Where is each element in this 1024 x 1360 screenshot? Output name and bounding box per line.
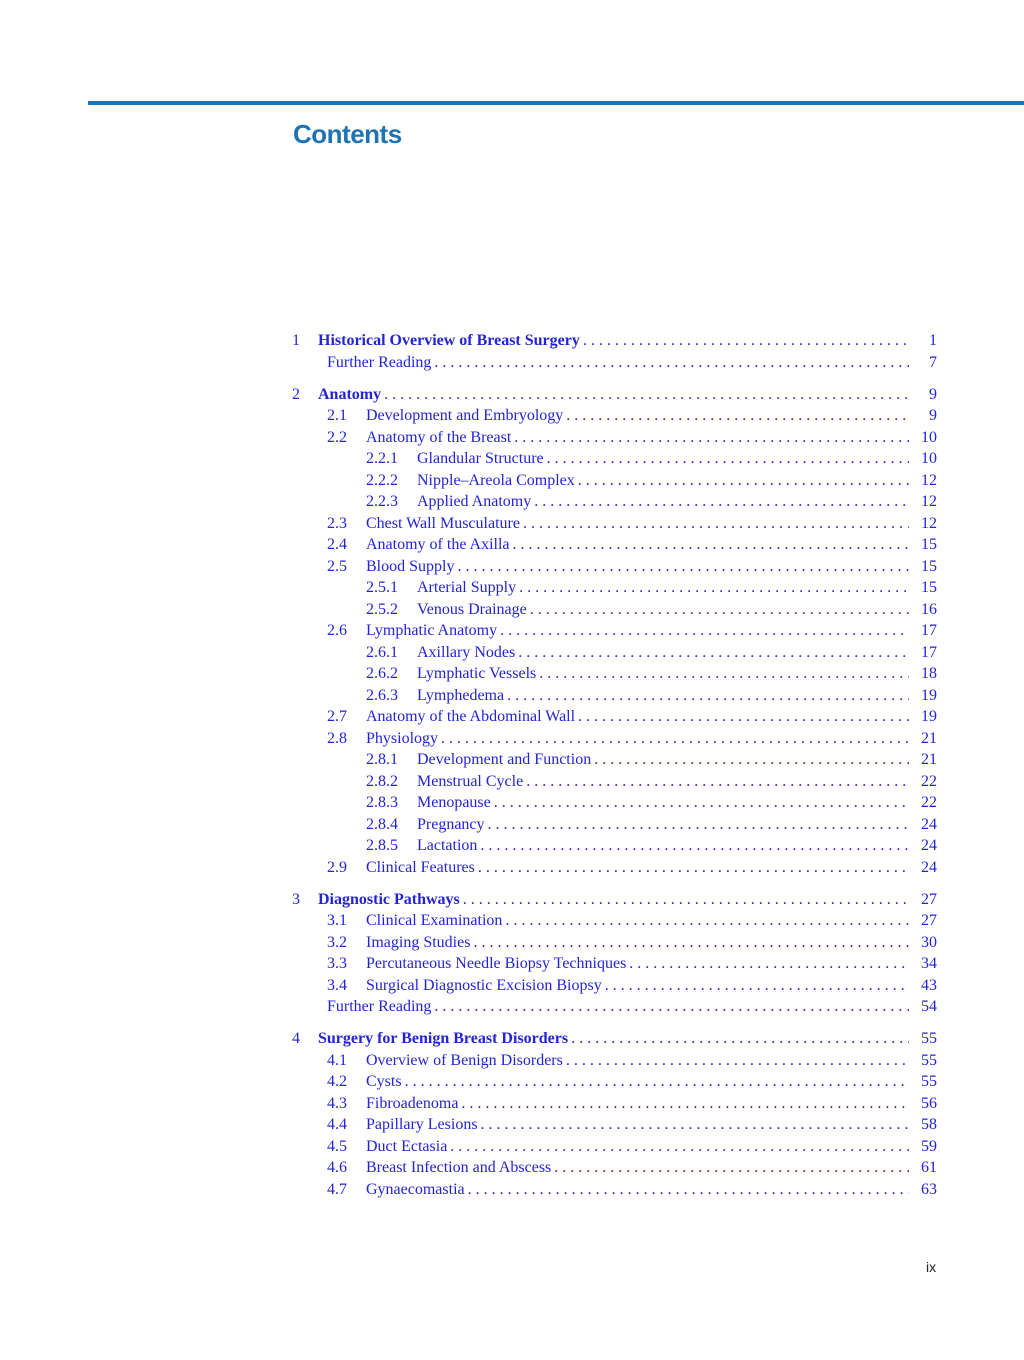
dot-leader — [571, 1028, 909, 1050]
toc-entry-number: 2.2.3 — [366, 493, 398, 510]
toc-entry-title: Duct Ectasia — [366, 1137, 448, 1155]
dot-leader — [500, 620, 909, 642]
toc-entry-page: 1 — [929, 332, 937, 349]
toc-entry-page: 12 — [921, 471, 937, 489]
toc-entry-number: 2.8.4 — [366, 815, 398, 833]
dot-leader — [530, 599, 909, 621]
toc-entry-number: 4.5 — [327, 1137, 347, 1155]
toc-entry[interactable] — [292, 599, 937, 621]
toc-entry-page: 9 — [929, 407, 937, 424]
toc-entry-page: 55 — [921, 1073, 937, 1090]
page-number: ix — [926, 1259, 937, 1275]
toc-entry[interactable] — [292, 953, 937, 975]
toc-entry-number: 1 — [292, 332, 300, 349]
toc-entry-number: 2.9 — [327, 858, 347, 876]
toc-entry-number: 2.2.1 — [366, 450, 398, 467]
toc-entry[interactable] — [292, 491, 937, 513]
dot-leader — [457, 556, 909, 578]
toc-entry[interactable] — [292, 857, 937, 879]
toc-entry[interactable] — [292, 330, 937, 352]
toc-entry-title: Anatomy — [318, 385, 382, 403]
toc-entry[interactable] — [292, 685, 937, 707]
toc-entry-page: 19 — [921, 686, 937, 704]
toc-entry[interactable] — [292, 749, 937, 771]
toc-entry-number: 2.6.1 — [366, 643, 398, 661]
dot-leader — [629, 953, 909, 975]
toc-entry-number: 2.3 — [327, 514, 347, 532]
toc-entry[interactable] — [292, 728, 937, 750]
toc-entry-number: 4.7 — [327, 1180, 347, 1198]
toc-entry[interactable] — [292, 448, 937, 470]
toc-entry[interactable] — [292, 814, 937, 836]
toc-entry-page: 24 — [921, 837, 937, 854]
toc-entry[interactable] — [292, 889, 937, 911]
toc-entry[interactable] — [292, 577, 937, 599]
toc-entry[interactable] — [292, 975, 937, 997]
toc-entry-page: 7 — [929, 353, 937, 371]
dot-leader — [468, 1179, 909, 1201]
dot-leader — [514, 427, 909, 449]
toc-entry-number: 3.4 — [327, 976, 347, 994]
dot-leader — [518, 642, 909, 664]
toc-entry-title: Physiology — [366, 729, 439, 747]
toc-entry-page: 12 — [921, 493, 937, 510]
toc-entry-number: 2.8.5 — [366, 837, 398, 854]
toc-entry[interactable] — [292, 996, 937, 1018]
dot-leader — [539, 663, 909, 685]
dot-leader — [450, 1136, 909, 1158]
toc-entry-number: 2.8.2 — [366, 772, 398, 790]
toc-entry-title: Nipple–Areola Complex — [417, 471, 575, 489]
toc-entry-number: 2.5 — [327, 557, 347, 575]
toc-entry[interactable] — [292, 706, 937, 728]
toc-entry-title: Breast Infection and Abscess — [366, 1159, 552, 1176]
toc-entry-title: Lymphedema — [417, 686, 505, 704]
dot-leader — [513, 534, 909, 556]
toc-entry-number: 2.7 — [327, 708, 347, 725]
toc-entry-page: 15 — [921, 557, 937, 575]
toc-entry-page: 15 — [921, 536, 937, 553]
toc-entry-title: Lactation — [417, 837, 478, 854]
toc-entry-title: Further Reading — [327, 998, 432, 1015]
dot-leader — [434, 352, 909, 374]
toc-entry-page: 10 — [921, 428, 937, 446]
toc-entry-title: Lymphatic Vessels — [417, 665, 537, 682]
toc-entry-page: 16 — [921, 600, 937, 618]
toc-entry-title: Cysts — [366, 1073, 402, 1090]
toc-entry-page: 54 — [921, 998, 937, 1015]
dot-leader — [473, 932, 909, 954]
toc-entry-number: 2.4 — [327, 536, 347, 553]
toc-entry[interactable] — [292, 1028, 937, 1050]
toc-entry[interactable] — [292, 1093, 937, 1115]
toc-entry-page: 27 — [921, 912, 937, 929]
header-rule — [88, 101, 1024, 105]
toc-entry-title: Percutaneous Needle Biopsy Techniques — [366, 955, 627, 972]
toc-entry-number: 2.8.1 — [366, 751, 398, 768]
dot-leader — [547, 448, 909, 470]
toc-entry-title: Anatomy of the Axilla — [366, 536, 510, 553]
toc-entry-page: 21 — [921, 751, 937, 768]
toc-entry-number: 2.6 — [327, 622, 347, 639]
dot-leader — [566, 405, 909, 427]
toc-entry-title: Further Reading — [327, 353, 432, 371]
dot-leader — [566, 1050, 909, 1072]
dot-leader — [523, 513, 909, 535]
dot-leader — [405, 1071, 909, 1093]
toc-entry-title: Blood Supply — [366, 557, 455, 575]
dot-leader — [478, 857, 909, 879]
toc-entry-page: 27 — [921, 890, 937, 908]
toc-entry-page: 9 — [929, 385, 937, 403]
toc-entry[interactable] — [292, 1157, 937, 1179]
dot-leader — [461, 1093, 909, 1115]
toc-entry-title: Fibroadenoma — [366, 1094, 459, 1112]
dot-leader — [434, 996, 909, 1018]
dot-leader — [526, 771, 909, 793]
toc-entry-number: 3 — [292, 890, 300, 908]
toc-entry-number: 3.3 — [327, 955, 347, 972]
dot-leader — [441, 728, 909, 750]
toc-entry[interactable] — [292, 771, 937, 793]
toc-entry-page: 58 — [921, 1116, 937, 1133]
toc-entry-number: 4.1 — [327, 1051, 347, 1069]
dot-leader — [494, 792, 909, 814]
toc-entry[interactable] — [292, 1071, 937, 1093]
toc-entry-page: 22 — [921, 794, 937, 811]
toc-entry-number: 2.2.2 — [366, 471, 398, 489]
toc-entry-title: Gynaecomastia — [366, 1180, 465, 1198]
toc-entry-title: Development and Embryology — [366, 407, 564, 424]
toc-entry-page: 63 — [921, 1180, 937, 1198]
toc-entry-title: Historical Overview of Breast Surgery — [318, 332, 580, 349]
dot-leader — [594, 749, 909, 771]
dot-leader — [578, 706, 909, 728]
toc-entry[interactable] — [292, 792, 937, 814]
toc-entry-title: Papillary Lesions — [366, 1116, 478, 1133]
toc-entry-title: Arterial Supply — [417, 579, 517, 596]
toc-entry-page: 18 — [921, 665, 937, 682]
toc-entry-number: 2.5.1 — [366, 579, 398, 596]
dot-leader — [534, 491, 909, 513]
toc-entry-number: 2 — [292, 385, 300, 403]
toc-entry[interactable] — [292, 534, 937, 556]
toc-entry-page: 21 — [921, 729, 937, 747]
dot-leader — [605, 975, 909, 997]
toc-entry-number: 3.1 — [327, 912, 347, 929]
dot-leader — [488, 814, 909, 836]
dot-leader — [480, 835, 909, 857]
toc-entry-title: Surgical Diagnostic Excision Biopsy — [366, 976, 602, 994]
toc-entry-title: Pregnancy — [417, 815, 485, 833]
toc-entry-page: 59 — [921, 1137, 937, 1155]
toc-entry-title: Diagnostic Pathways — [318, 890, 460, 908]
toc-entry[interactable] — [292, 1050, 937, 1072]
toc-entry-number: 4.3 — [327, 1094, 347, 1112]
toc-entry-page: 43 — [921, 976, 937, 994]
toc-entry-number: 2.2 — [327, 428, 347, 446]
toc-entry-title: Applied Anatomy — [417, 493, 532, 510]
toc-entry-number: 4.2 — [327, 1073, 347, 1090]
toc-entry[interactable] — [292, 620, 937, 642]
toc-entry-title: Anatomy of the Abdominal Wall — [366, 708, 576, 725]
toc-entry-number: 2.8.3 — [366, 794, 398, 811]
toc-entry[interactable] — [292, 427, 937, 449]
dot-leader — [463, 889, 909, 911]
toc-entry-page: 24 — [921, 815, 937, 833]
toc-entry-page: 30 — [921, 933, 937, 951]
toc-entry[interactable] — [292, 556, 937, 578]
toc-entry-number: 2.8 — [327, 729, 347, 747]
toc-entry-title: Overview of Benign Disorders — [366, 1051, 563, 1069]
toc-entry-title: Axillary Nodes — [417, 643, 516, 661]
toc-entry-title: Lymphatic Anatomy — [366, 622, 498, 639]
toc-entry[interactable] — [292, 470, 937, 492]
toc-entry-page: 19 — [921, 708, 937, 725]
toc-entry[interactable] — [292, 910, 937, 932]
toc-entry-page: 56 — [921, 1094, 937, 1112]
toc-entry-number: 2.6.2 — [366, 665, 398, 682]
dot-leader — [554, 1157, 909, 1179]
toc-entry-page: 61 — [921, 1159, 937, 1176]
toc-entry-page: 55 — [921, 1030, 937, 1047]
page-title: Contents — [293, 119, 402, 149]
toc-entry-title: Clinical Examination — [366, 912, 503, 929]
toc-entry-number: 4.6 — [327, 1159, 347, 1176]
toc-entry-page: 24 — [921, 858, 937, 876]
dot-leader — [507, 685, 909, 707]
toc-entry[interactable] — [292, 352, 937, 374]
toc-entry-title: Glandular Structure — [417, 450, 544, 467]
toc-entry-title: Venous Drainage — [417, 600, 527, 618]
dot-leader — [384, 384, 909, 406]
toc-entry-title: Surgery for Benign Breast Disorders — [318, 1030, 569, 1047]
toc-entry[interactable] — [292, 642, 937, 664]
toc-entry-number: 4 — [292, 1030, 300, 1047]
toc-entry-title: Menopause — [417, 794, 491, 811]
toc-entry-page: 10 — [921, 450, 937, 467]
toc-entry-number: 3.2 — [327, 933, 347, 951]
toc-entry-page: 17 — [921, 643, 937, 661]
toc-entry-title: Clinical Features — [366, 858, 475, 876]
toc-entry[interactable] — [292, 835, 937, 857]
toc-entry[interactable] — [292, 513, 937, 535]
toc-entry[interactable] — [292, 1179, 937, 1201]
toc-entry[interactable] — [292, 405, 937, 427]
toc-entry-title: Imaging Studies — [366, 933, 471, 951]
dot-leader — [505, 910, 909, 932]
toc-entry-page: 55 — [921, 1051, 937, 1069]
toc-entry-page: 34 — [921, 955, 937, 972]
toc-entry-page: 15 — [921, 579, 937, 596]
toc-entry[interactable] — [292, 1114, 937, 1136]
toc-entry[interactable] — [292, 384, 937, 406]
toc-entry-page: 22 — [921, 772, 937, 790]
toc-entry-page: 12 — [921, 514, 937, 532]
toc-entry-number: 2.6.3 — [366, 686, 398, 704]
toc-entry-title: Development and Function — [417, 751, 592, 768]
toc-entry-title: Anatomy of the Breast — [366, 428, 512, 446]
dot-leader — [583, 330, 909, 352]
toc-entry[interactable] — [292, 663, 937, 685]
toc-entry-title: Chest Wall Musculature — [366, 514, 520, 532]
toc-entry[interactable] — [292, 932, 937, 954]
toc-entry-number: 2.5.2 — [366, 600, 398, 618]
toc-entry[interactable] — [292, 1136, 937, 1158]
toc-entry-title: Menstrual Cycle — [417, 772, 524, 790]
toc-entry-page: 17 — [921, 622, 937, 639]
dot-leader — [519, 577, 909, 599]
toc-entry-number: 4.4 — [327, 1116, 347, 1133]
toc-entry-number: 2.1 — [327, 407, 347, 424]
dot-leader — [481, 1114, 909, 1136]
dot-leader — [578, 470, 909, 492]
